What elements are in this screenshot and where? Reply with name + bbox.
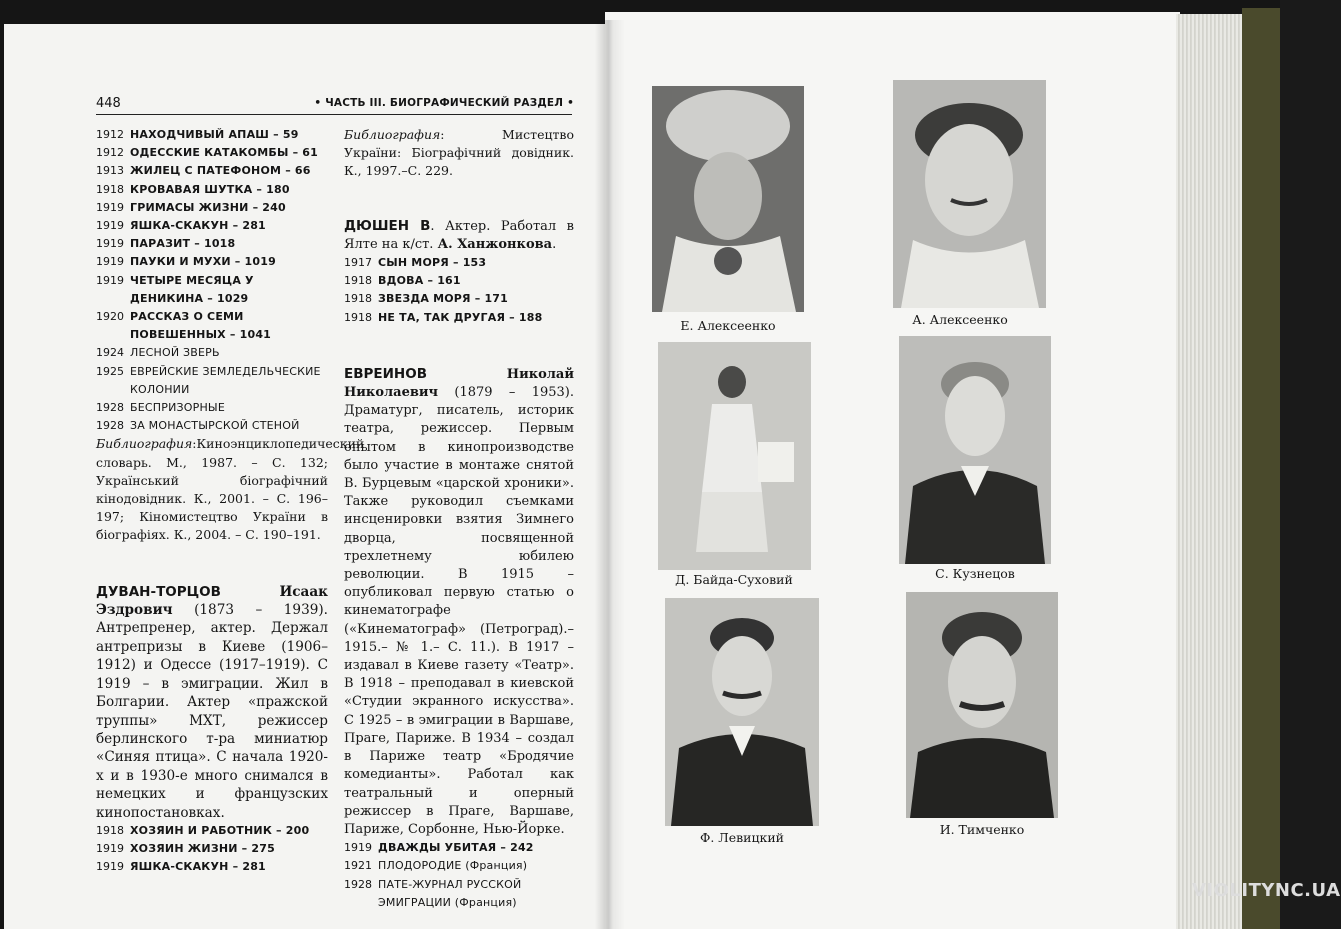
film-row	[96, 217, 328, 235]
film-title: ЛЕСНОЙ ЗВЕРЬ	[130, 346, 220, 360]
film-title: ЗВЕЗДА МОРЯ – 171	[378, 292, 509, 306]
biography-entry	[96, 583, 328, 822]
portrait-photo	[906, 592, 1058, 818]
film-row	[96, 144, 328, 162]
filmography-list	[96, 822, 328, 877]
film-row	[344, 309, 574, 327]
film-year: 1925	[96, 364, 124, 378]
film-year: 1918	[344, 274, 372, 288]
filmography-list	[344, 254, 574, 327]
page-header	[96, 96, 574, 116]
film-year: 1919	[96, 219, 124, 233]
film-title: ГРИМАСЫ ЖИЗНИ – 240	[130, 200, 286, 214]
film-title: ЯШКА-СКАКУН – 281	[130, 860, 266, 874]
film-year: 1920	[96, 310, 124, 324]
film-row	[344, 876, 574, 912]
entry-name: ЕВРЕИНОВ	[344, 365, 427, 382]
film-row	[96, 858, 328, 876]
film-title: ПАРАЗИТ – 1018	[130, 237, 236, 251]
photo-caption: Ф. Левицкий	[699, 830, 785, 845]
portrait-photo	[665, 598, 819, 826]
entry-given-name: Исаак Эздрович	[96, 583, 328, 619]
film-row	[344, 254, 574, 272]
photo-caption: Е. Алексеенко	[680, 318, 776, 333]
photo-caption: Д. Байда-Суховий	[675, 572, 793, 587]
film-year: 1921	[344, 859, 372, 873]
entry-studio: А. Ханжонкова	[437, 236, 553, 252]
film-title: ХОЗЯИН ЖИЗНИ – 275	[130, 842, 275, 856]
film-year: 1918	[344, 292, 372, 306]
film-year: 1919	[344, 841, 372, 855]
film-title: КРОВАВАЯ ШУТКА – 180	[130, 182, 290, 196]
filmography-list	[96, 126, 328, 435]
film-year: 1918	[96, 823, 124, 837]
film-title: ПАУКИ И МУХИ – 1019	[130, 255, 276, 269]
entry-text: (1873 – 1939). Антрепренер, актер. Держал антрепризы в Киеве (1906–1912) и Одессе (1917–1919). С 1919 – в эмиграции. Жил в Болгарии. Актер «пражской труппы» МХТ, режиссер берлинского т-ра миниатюр «Синяя птица». С начала 1920-х и в 1930-е много снимался в немецких и французских кинопостановках.	[96, 602, 328, 821]
film-row	[96, 822, 328, 840]
film-title: ЗА МОНАСТЫРСКОЙ СТЕНОЙ	[130, 419, 300, 433]
film-year: 1912	[96, 146, 124, 160]
film-row	[96, 235, 328, 253]
page-edges	[1176, 14, 1242, 929]
film-title: ДВАЖДЫ УБИТАЯ – 242	[378, 841, 534, 855]
portrait-photo	[652, 86, 804, 312]
film-title: ЖИЛЕЦ С ПАТЕФОНОМ – 66	[130, 164, 311, 178]
film-row	[96, 199, 328, 217]
filmography-list	[344, 839, 574, 912]
film-row	[96, 399, 328, 417]
film-title: ПАТЕ-ЖУРНАЛ РУССКОЙ ЭМИГРАЦИИ (Франция)	[378, 877, 522, 909]
film-year: 1918	[96, 182, 124, 196]
film-year: 1928	[96, 401, 124, 415]
film-title: ЧЕТЫРЕ МЕСЯЦА У ДЕНИКИНА – 1029	[130, 273, 254, 305]
page-number: 448	[96, 96, 121, 111]
running-title: • ЧАСТЬ III. БИОГРАФИЧЕСКИЙ РАЗДЕЛ •	[314, 97, 574, 109]
film-year: 1919	[96, 237, 124, 251]
film-title: СЫН МОРЯ – 153	[378, 256, 487, 270]
header-rule	[96, 114, 572, 115]
entry-text-end: .	[552, 236, 557, 252]
right-column	[344, 126, 574, 912]
biography-entry	[344, 217, 574, 254]
film-row	[96, 162, 328, 180]
bibliography	[344, 126, 574, 181]
film-row	[96, 181, 328, 199]
book-gutter	[595, 20, 625, 929]
film-row	[344, 857, 574, 875]
film-year: 1912	[96, 128, 124, 141]
film-row	[96, 253, 328, 271]
film-title: ОДЕССКИЕ КАТАКОМБЫ – 61	[130, 146, 319, 160]
film-title: ХОЗЯИН И РАБОТНИК – 200	[130, 823, 310, 837]
bibliography-label: Библиография	[96, 436, 193, 452]
portrait-photo	[658, 342, 811, 570]
film-year: 1919	[96, 860, 124, 874]
film-title: ПЛОДОРОДИЕ (Франция)	[378, 859, 528, 873]
entry-given-name: Николай Николаевич	[344, 366, 574, 401]
entry-text: (1879 – 1953). Драматург, писатель, историк театра, режиссер. Первым опытом в кинопроизводстве было участие в монтаже снятой В. Бурцевым «царской хроники». Также руководил съемками инсценировки взятия Зимнего дворца, посвященной трехлетнему юбилею революции. В 1915 – опубликовал первую статью о кинематографе («Кинематограф» (Петроград).–1915.– № 1.– С. 11.). В 1917 – издавал в Киеве газету «Театр». В 1918 – преподавал в киевской «Студии экранного искусства». С 1925 – в эмиграции в Варшаве, Праге, Париже. В 1934 – создал в Париже театр «Бродячие комедианты». Работал как театральный и оперный режиссер в Праге, Варшаве, Париже, Сорбонне, Нью-Йорке.	[344, 385, 574, 837]
film-title: НЕ ТА, ТАК ДРУГАЯ – 188	[378, 310, 543, 324]
film-row	[344, 272, 574, 290]
film-year: 1919	[96, 273, 124, 287]
film-year: 1919	[96, 255, 124, 269]
entry-text: . Актер. Работал в Ялте на к/ст.	[344, 218, 574, 252]
photo-caption: А. Алексеенко	[912, 312, 1008, 327]
film-row	[96, 272, 328, 308]
photo-caption: И. Тимченко	[939, 822, 1025, 837]
film-row	[96, 344, 328, 362]
film-year: 1924	[96, 346, 124, 360]
bibliography-text: :Киноэнциклопедический словарь. М., 1987. – С. 132; Український біографічний кінодовідник. К., 2001. – С. 196–197; Кіномистецтво України в біографіях. К., 2004. – С. 190–191.	[96, 436, 365, 543]
film-title: ЕВРЕЙСКИЕ ЗЕМЛЕДЕЛЬЧЕСКИЕ КОЛОНИИ	[130, 364, 321, 396]
film-row	[344, 290, 574, 308]
film-row	[96, 840, 328, 858]
photo-caption: С. Кузнецов	[935, 566, 1015, 581]
bibliography-text: : Мистецтво України: Біографічний довідник. К., 1997.–С. 229.	[344, 127, 574, 179]
film-title: РАССКАЗ О СЕМИ ПОВЕШЕННЫХ – 1041	[130, 310, 272, 342]
film-row	[96, 126, 328, 144]
film-year: 1918	[344, 310, 372, 324]
film-title: БЕСПРИЗОРНЫЕ	[130, 401, 225, 415]
film-title: ВДОВА – 161	[378, 274, 461, 288]
film-title: ЯШКА-СКАКУН – 281	[130, 219, 266, 233]
film-row	[96, 417, 328, 435]
film-year: 1919	[96, 200, 124, 214]
bibliography	[96, 435, 365, 544]
bibliography-label: Библиография	[344, 127, 441, 142]
film-year: 1919	[96, 842, 124, 856]
film-year: 1917	[344, 256, 372, 270]
film-year: 1928	[96, 419, 124, 433]
film-year: 1913	[96, 164, 124, 178]
book-cover	[1242, 8, 1280, 929]
film-row	[344, 839, 574, 857]
film-year: 1928	[344, 877, 372, 891]
film-row	[96, 363, 328, 399]
portrait-photo	[893, 80, 1046, 308]
film-title: НАХОДЧИВЫЙ АПАШ – 59	[130, 128, 299, 141]
biography-entry	[344, 365, 574, 839]
entry-name: ДЮШЕН В	[344, 217, 431, 234]
portrait-photo	[899, 336, 1051, 564]
watermark: VIOLITYNC.UA	[1192, 880, 1341, 901]
film-row	[96, 308, 328, 344]
entry-name: ДУВАН-ТОРЦОВ	[96, 583, 221, 600]
